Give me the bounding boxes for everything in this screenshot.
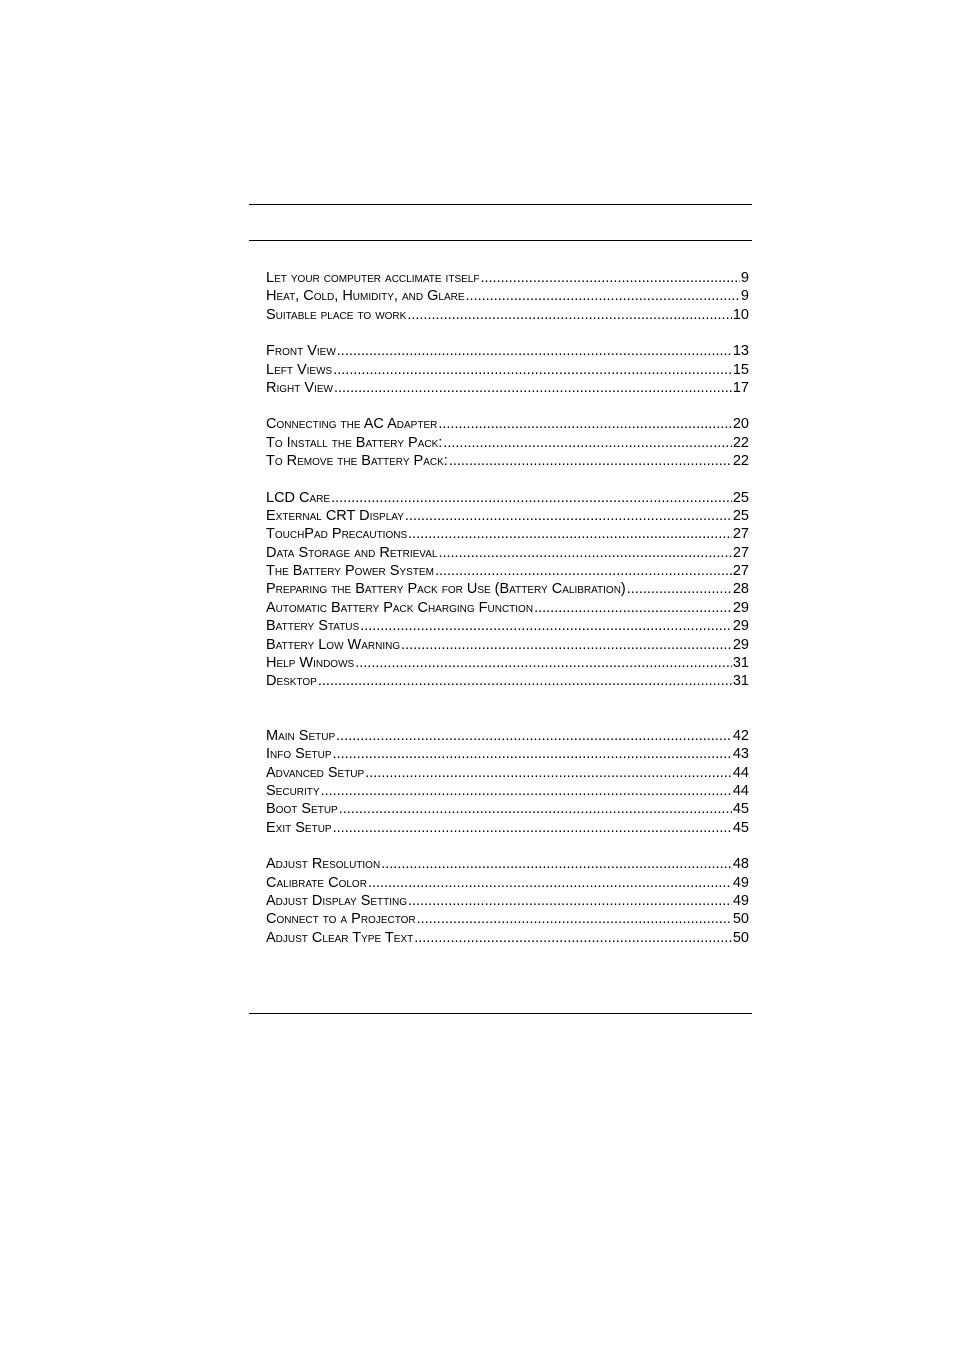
toc-entry[interactable] [266,269,749,287]
dot-leader [438,415,732,433]
toc-entry[interactable] [266,819,749,837]
toc-entry-title: Adjust Display Setting [266,892,408,909]
dot-leader [449,452,732,470]
toc-entry[interactable] [266,489,749,507]
toc-entry[interactable] [266,727,749,745]
toc-entry-title: To Install the Battery Pack: [266,434,443,451]
toc-entry[interactable] [266,415,749,433]
dot-leader [333,819,732,837]
toc-entry-title: Main Setup [266,727,336,744]
toc-entry-page-number: 44 [732,764,749,781]
toc-entry-title: Suitable place to work [266,306,407,323]
toc-entry-page-number: 31 [732,673,749,690]
toc-entry-page-number: 49 [732,892,749,909]
toc-group [266,342,749,397]
dot-leader [627,580,732,598]
toc-entry-title: Heat, Cold, Humidity, and Glare [266,288,465,305]
toc-entry-page-number: 45 [732,819,749,836]
toc-entry-title: Left Views [266,361,333,378]
toc-entry[interactable] [266,654,749,672]
toc-entry-page-number: 29 [732,599,749,616]
toc-group [266,415,749,470]
toc-entry-title: Automatic Battery Pack Charging Function [266,599,534,616]
toc-entry-page-number: 25 [732,489,749,506]
toc-entry[interactable] [266,599,749,617]
dot-leader [534,599,732,617]
toc-entry[interactable] [266,544,749,562]
toc-entry-title: Advanced Setup [266,764,365,781]
toc-entry-page-number: 15 [732,361,749,378]
toc-entry[interactable] [266,617,749,635]
toc-entry-page-number: 50 [732,929,749,946]
dot-leader [401,636,732,654]
dot-leader [336,727,732,745]
toc-entry[interactable] [266,782,749,800]
toc-entry-title: Help Windows [266,655,355,672]
toc-entry[interactable] [266,910,749,928]
dot-leader [381,855,732,873]
toc-entry-page-number: 49 [732,874,749,891]
toc-entry-page-number: 44 [732,782,749,799]
dot-leader [405,507,732,525]
dot-leader [331,489,732,507]
toc-entry[interactable] [266,636,749,654]
toc-group [266,489,749,691]
toc-group [266,727,749,837]
dot-leader [480,269,739,287]
dot-leader [333,361,732,379]
toc-entry[interactable] [266,287,749,305]
table-of-contents [266,269,749,947]
toc-entry-page-number: 22 [732,453,749,470]
toc-entry-page-number: 17 [732,379,749,396]
toc-entry-page-number: 28 [732,581,749,598]
toc-entry-title: Boot Setup [266,801,338,818]
toc-group [266,855,749,947]
toc-entry-page-number: 29 [732,636,749,653]
dot-leader [414,929,732,947]
toc-entry-page-number: 25 [732,507,749,524]
toc-entry-page-number: 27 [732,563,749,580]
toc-entry-title: Security [266,782,320,799]
toc-entry-title: Connect to a Projector [266,911,416,928]
toc-entry-page-number: 27 [732,526,749,543]
dot-leader [318,672,732,690]
toc-entry-page-number: 13 [732,343,749,360]
dot-leader [334,379,732,397]
toc-entry-title: Battery Status [266,618,360,635]
toc-entry-title: Preparing the Battery Pack for Use (Battery Calibration) [266,581,626,598]
toc-entry-title: Info Setup [266,746,332,763]
toc-entry-title: TouchPad Precautions [266,526,408,543]
header-rule-top [249,204,752,205]
toc-entry-title: The Battery Power System [266,563,434,580]
toc-entry-page-number: 10 [732,306,749,323]
dot-leader [339,800,732,818]
toc-entry-page-number: 20 [732,416,749,433]
toc-entry-title: Adjust Clear Type Text [266,929,414,946]
toc-entry[interactable] [266,507,749,525]
toc-entry-page-number: 45 [732,801,749,818]
toc-entry-page-number: 48 [732,856,749,873]
dot-leader [408,892,732,910]
toc-entry-title: Right View [266,379,333,396]
toc-entry-page-number: 50 [732,911,749,928]
toc-entry[interactable] [266,379,749,397]
toc-entry[interactable] [266,764,749,782]
toc-entry-title: Desktop [266,673,317,690]
toc-entry[interactable] [266,342,749,360]
footer-rule [249,1013,752,1014]
toc-entry[interactable] [266,929,749,947]
toc-entry-title: Connecting the AC Adapter [266,416,438,433]
toc-entry[interactable] [266,562,749,580]
dot-leader [443,434,732,452]
toc-group [266,269,749,324]
dot-leader [368,874,732,892]
dot-leader [408,525,732,543]
dot-leader [435,562,732,580]
dot-leader [337,342,732,360]
toc-entry[interactable] [266,434,749,452]
toc-entry-title: Exit Setup [266,819,332,836]
dot-leader [466,287,740,305]
toc-entry-page-number: 9 [740,288,749,305]
dot-leader [417,910,732,928]
toc-entry-title: Data Storage and Retrieval [266,544,438,561]
toc-entry-title: LCD Care [266,489,331,506]
dot-leader [360,617,732,635]
toc-entry[interactable] [266,672,749,690]
toc-entry-page-number: 22 [732,434,749,451]
toc-entry[interactable] [266,452,749,470]
toc-entry-page-number: 31 [732,655,749,672]
toc-entry-page-number: 29 [732,618,749,635]
dot-leader [355,654,732,672]
toc-entry-title: Battery Low Warning [266,636,401,653]
toc-entry-title: Calibrate Color [266,874,367,891]
dot-leader [438,544,731,562]
toc-entry-title: Front View [266,343,336,360]
toc-entry[interactable] [266,800,749,818]
toc-entry-page-number: 43 [732,746,749,763]
header-rule-bottom [249,240,752,241]
dot-leader [333,745,732,763]
dot-leader [365,764,732,782]
toc-entry[interactable] [266,361,749,379]
dot-leader [321,782,732,800]
toc-entry[interactable] [266,525,749,543]
toc-entry[interactable] [266,580,749,598]
toc-entry[interactable] [266,306,749,324]
toc-entry[interactable] [266,745,749,763]
toc-entry-title: Adjust Resolution [266,856,381,873]
toc-entry[interactable] [266,874,749,892]
toc-entry[interactable] [266,892,749,910]
toc-entry[interactable] [266,855,749,873]
toc-entry-page-number: 9 [740,270,749,286]
toc-entry-page-number: 27 [732,544,749,561]
toc-entry-page-number: 42 [732,727,749,744]
toc-entry-title: Let your computer acclimate itself [266,270,480,286]
toc-entry-title: External CRT Display [266,507,404,524]
dot-leader [407,306,732,324]
toc-entry-title: To Remove the Battery Pack: [266,453,448,470]
